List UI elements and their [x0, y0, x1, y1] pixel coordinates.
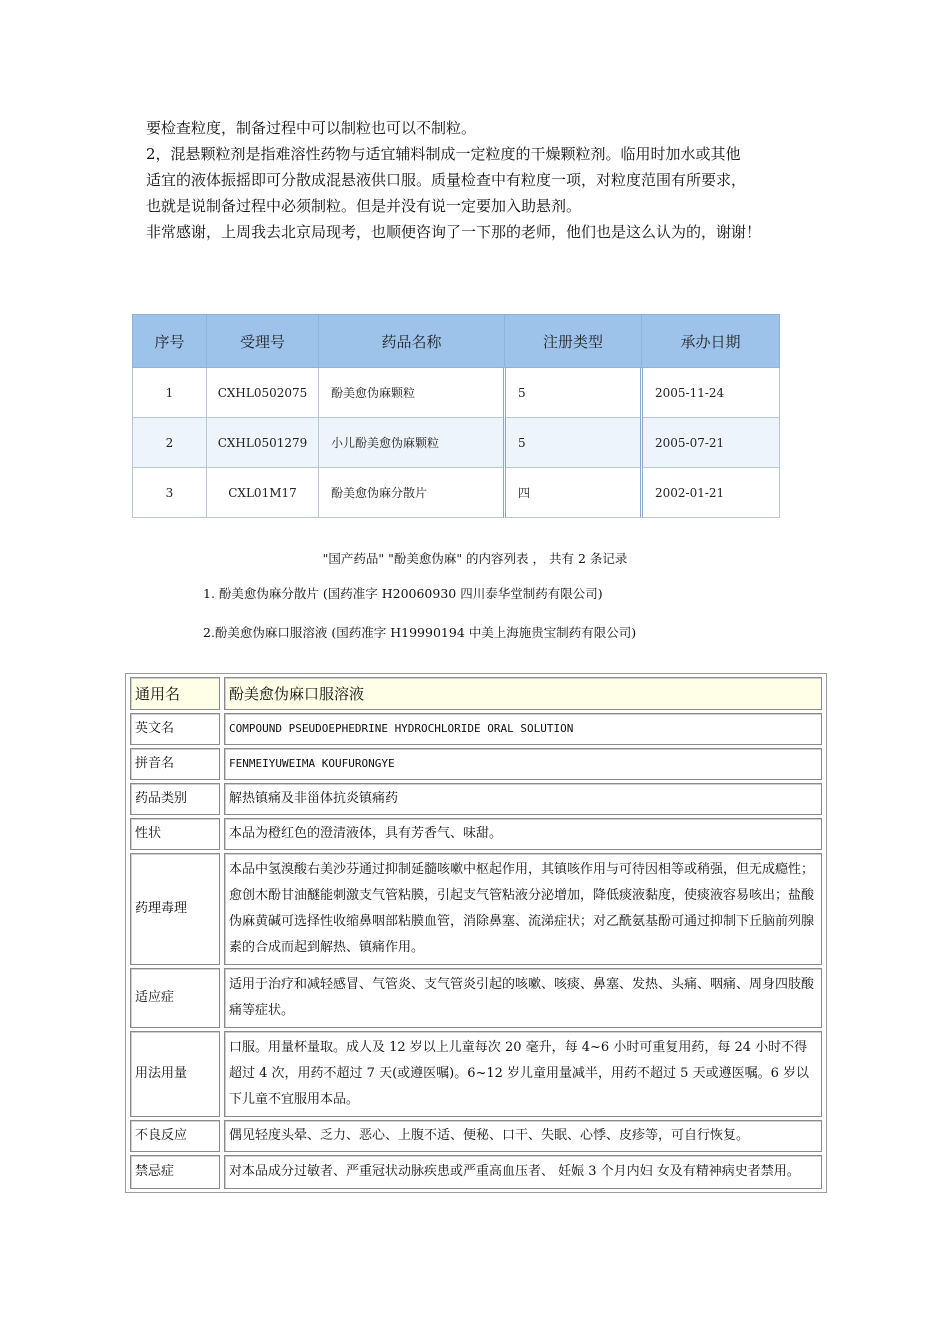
table-row: [133, 418, 780, 468]
info-key: 拼音名: [130, 748, 220, 780]
cell-acceptance-no: CXHL0501279: [207, 418, 319, 468]
info-key: 不良反应: [130, 1120, 220, 1152]
column-header: 药品名称: [319, 315, 505, 368]
info-value: 口服。用量杯量取。成人及 12 岁以上儿童每次 20 毫升，每 4~6 小时可重复用药，每 24 小时不得超过 4 次，用药不超过 7 天(或遵医嘱)。6~12 岁儿童用量减半，用药不超过 5 天或遵医嘱。6 岁以下儿童不宜服用本品。: [224, 1031, 822, 1117]
info-key: 英文名: [130, 713, 220, 745]
info-value: 适用于治疗和减轻感冒、气管炎、支气管炎引起的咳嗽、咳痰、鼻塞、发热、头痛、咽痛、周身四肢酸痛等症状。: [224, 968, 822, 1028]
paragraph-line: 非常感谢，上周我去北京局现考，也顺便咨询了一下那的老师，他们也是这么认为的，谢谢！: [146, 223, 762, 241]
info-row: [130, 853, 822, 965]
info-row: [130, 1120, 822, 1152]
cell-index: 2: [133, 418, 207, 468]
column-header: 承办日期: [642, 315, 780, 368]
info-value: FENMEIYUWEIMA KOUFURONGYE: [224, 748, 822, 780]
info-row: [130, 1031, 822, 1117]
table-header-row: [133, 315, 780, 368]
cell-acceptance-no: CXHL0502075: [207, 368, 319, 418]
cell-date: 2002-01-21: [642, 468, 780, 518]
info-value: 本品为橙红色的澄清液体，具有芳香气、味甜。: [224, 818, 822, 850]
info-key: 禁忌症: [130, 1155, 220, 1189]
table-row: [133, 368, 780, 418]
cell-drug-name: 酚美愈伪麻颗粒: [319, 368, 505, 418]
info-value: 解热镇痛及非甾体抗炎镇痛药: [224, 783, 822, 815]
paragraph-line: 要检查粒度，制备过程中可以制粒也可以不制粒。: [146, 119, 477, 137]
info-row: [130, 748, 822, 780]
cell-date: 2005-11-24: [642, 368, 780, 418]
info-row: [130, 783, 822, 815]
info-value: 酚美愈伪麻口服溶液: [224, 677, 822, 710]
info-key: 用法用量: [130, 1031, 220, 1117]
cell-drug-name: 酚美愈伪麻分散片: [319, 468, 505, 518]
cell-reg-type: 5: [505, 418, 642, 468]
registration-table: [132, 314, 780, 518]
paragraph-line: 2，混悬颗粒剂是指难溶性药物与适宜辅料制成一定粒度的干燥颗粒剂。临用时加水或其他: [146, 145, 741, 163]
column-header: 注册类型: [505, 315, 642, 368]
cell-drug-name: 小儿酚美愈伪麻颗粒: [319, 418, 505, 468]
info-value: COMPOUND PSEUDOEPHEDRINE HYDROCHLORIDE ORAL SOLUTION: [224, 713, 822, 745]
info-key: 药品类别: [130, 783, 220, 815]
column-header: 序号: [133, 315, 207, 368]
column-header: 受理号: [207, 315, 319, 368]
paragraph-line: 适宜的液体振摇即可分散成混悬液供口服。质量检查中有粒度一项，对粒度范围有所要求，: [146, 171, 747, 189]
info-value: 对本品成分过敏者、严重冠状动脉疾患或严重高血压者、 妊娠 3 个月内妇 女及有精神病史者禁用。: [224, 1155, 822, 1189]
cell-index: 3: [133, 468, 207, 518]
info-row: [130, 818, 822, 850]
cell-reg-type: 5: [505, 368, 642, 418]
info-row: [130, 713, 822, 745]
record-item[interactable]: 1. 酚美愈伪麻分散片 (国药准字 H20060930 四川泰华堂制药有限公司): [203, 586, 603, 601]
cell-reg-type: 四: [505, 468, 642, 518]
info-key: 通用名: [130, 677, 220, 710]
cell-date: 2005-07-21: [642, 418, 780, 468]
intro-paragraph: [146, 115, 816, 245]
info-row: [130, 968, 822, 1028]
drug-info-table: [125, 673, 827, 1193]
info-value: 偶见轻度头晕、乏力、恶心、上腹不适、便秘、口干、失眠、心悸、皮疹等，可自行恢复。: [224, 1120, 822, 1152]
info-key: 药理毒理: [130, 853, 220, 965]
cell-acceptance-no: CXL01M17: [207, 468, 319, 518]
table-row: [133, 468, 780, 518]
info-value: 本品中氢溴酸右美沙芬通过抑制延髓咳嗽中枢起作用，其镇咳作用与可待因相等或稍强，但无成瘾性；愈创木酚甘油醚能刺激支气管粘膜，引起支气管粘液分泌增加，降低痰液黏度，使痰液容易咳出；盐酸伪麻黄碱可选择性收缩鼻咽部粘膜血管，消除鼻塞、流涕症状；对乙酰氨基酚可通过抑制下丘脑前列腺素的合成而起到解热、镇痛作用。: [224, 853, 822, 965]
paragraph-line: 也就是说制备过程中必须制粒。但是并没有说一定要加入助悬剂。: [146, 197, 582, 215]
cell-index: 1: [133, 368, 207, 418]
info-row: [130, 1155, 822, 1189]
summary-line: "国产药品" "酚美愈伪麻" 的内容列表 ， 共有 2 条记录: [322, 551, 628, 566]
record-item[interactable]: 2.酚美愈伪麻口服溶液 (国药准字 H19990194 中美上海施贵宝制药有限公司): [203, 625, 637, 640]
info-title-row: [130, 677, 822, 710]
info-key: 适应症: [130, 968, 220, 1028]
info-key: 性状: [130, 818, 220, 850]
